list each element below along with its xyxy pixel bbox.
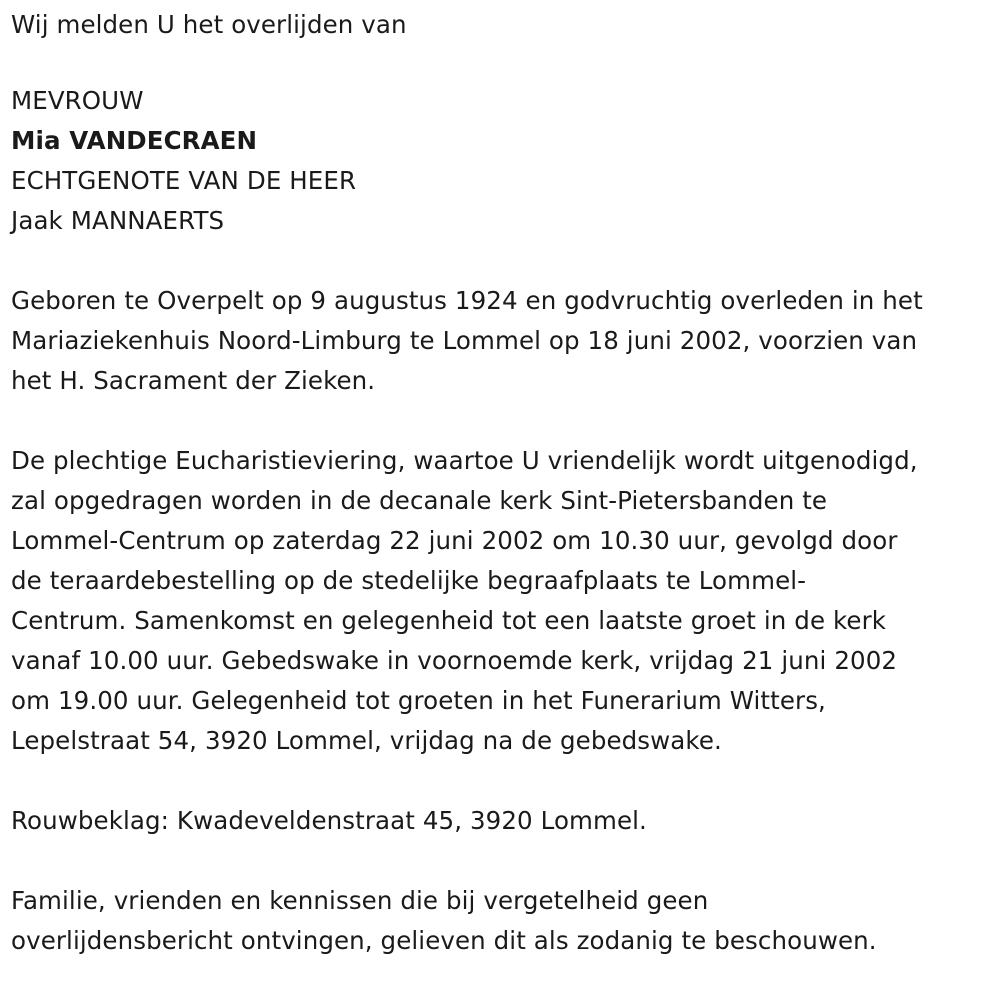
- condolence-address: Rouwbeklag: Kwadeveldenstraat 45, 3920 Lommel.: [11, 806, 647, 835]
- paragraph-line: Familie, vrienden en kennissen die bij vergetelheid geen: [11, 886, 709, 915]
- spacer: [11, 761, 996, 801]
- paragraph-line: overlijdensbericht ontvingen, gelieven dit als zodanig te beschouwen.: [11, 926, 877, 955]
- paragraph-line: zal opgedragen worden in de decanale kerk Sint-Pietersbanden te: [11, 486, 828, 515]
- spacer: [11, 241, 996, 281]
- paragraph-line: de teraardebestelling op de stedelijke begraafplaats te Lommel-: [11, 566, 807, 595]
- paragraph-line: Lepelstraat 54, 3920 Lommel, vrijdag na de gebedswake.: [11, 726, 722, 755]
- paragraph-line: Lommel-Centrum op zaterdag 22 juni 2002 om 10.30 uur, gevolgd door: [11, 526, 898, 555]
- spacer: [11, 401, 996, 441]
- deceased-name: Mia VANDECRAEN: [11, 126, 258, 155]
- paragraph-line: vanaf 10.00 uur. Gebedswake in voornoemde kerk, vrijdag 21 juni 2002: [11, 646, 898, 675]
- relation-text: ECHTGENOTE VAN DE HEER: [11, 166, 357, 195]
- paragraph-line: Mariaziekenhuis Noord-Limburg te Lommel op 18 juni 2002, voorzien van: [11, 326, 918, 355]
- ceremony-paragraph: [11, 441, 996, 761]
- paragraph-line: Centrum. Samenkomst en gelegenheid tot een laatste groet in de kerk: [11, 606, 887, 635]
- death-notice: [11, 0, 996, 961]
- paragraph-line: De plechtige Eucharistieviering, waartoe U vriendelijk wordt uitgenodigd,: [11, 446, 918, 475]
- spacer: [11, 841, 996, 881]
- birth-paragraph: [11, 281, 996, 401]
- spacer: [11, 50, 996, 81]
- spouse-name: Jaak MANNAERTS: [11, 206, 225, 235]
- paragraph-line: om 19.00 uur. Gelegenheid tot groeten in het Funerarium Witters,: [11, 686, 826, 715]
- title-text: MEVROUW: [11, 86, 144, 115]
- intro-text: Wij melden U het overlijden van: [11, 10, 407, 39]
- paragraph-line: Geboren te Overpelt op 9 augustus 1924 en godvruchtig overleden in het: [11, 286, 923, 315]
- paragraph-line: het H. Sacrament der Zieken.: [11, 366, 376, 395]
- closing-paragraph: [11, 881, 996, 961]
